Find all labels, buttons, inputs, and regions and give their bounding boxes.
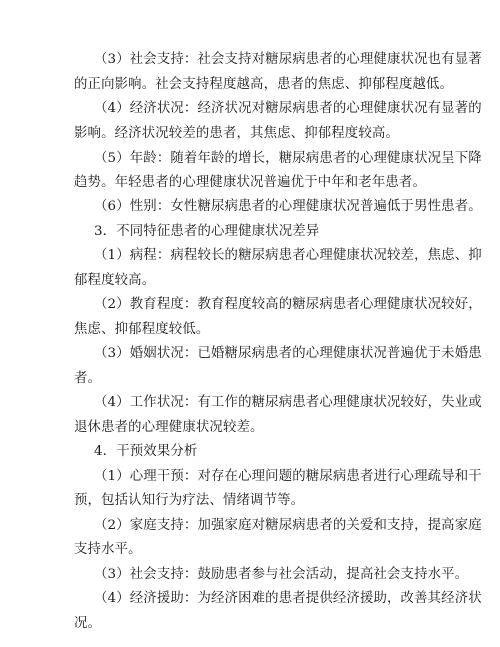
section-heading-3: 3．不同特征患者的心理健康状况差异	[94, 224, 320, 239]
p11-line-1: （3）社会支持：鼓励患者参与社会活动，提高社会支持水平。	[94, 567, 469, 582]
p6-line-1: （2）教育程度：教育程度较高的糖尿病患者心理健康状况较好，	[94, 297, 482, 312]
p5-line-1: （1）病程：病程较长的糖尿病患者心理健康状况较差，焦虑、抑	[94, 248, 482, 263]
p3-line-1: （5）年龄：随着年龄的增长，糖尿病患者的心理健康状况呈下降	[94, 151, 482, 166]
p1-line-1: （3）社会支持：社会支持对糖尿病患者的心理健康状况也有显著	[94, 52, 482, 67]
p7-line-2: 者。	[74, 371, 102, 386]
p5-line-2: 郁程度较高。	[74, 273, 156, 288]
p3-line-2: 趋势。年轻患者的心理健康状况普遍优于中年和老年患者。	[74, 175, 427, 190]
p10-line-1: （2）家庭支持：加强家庭对糖尿病患者的关爱和支持，提高家庭	[94, 518, 482, 533]
p2-line-1: （4）经济状况：经济状况对糖尿病患者的心理健康状况有显著的	[94, 101, 482, 116]
p9-line-1: （1）心理干预：对存在心理问题的糖尿病患者进行心理疏导和干	[94, 469, 482, 484]
p12-line-2: 况。	[74, 616, 102, 631]
p12-line-1: （4）经济援助：为经济困难的患者提供经济援助，改善其经济状	[94, 591, 482, 606]
p4-line-1: （6）性别：女性糖尿病患者的心理健康状况普遍低于男性患者。	[94, 199, 482, 214]
p6-line-2: 焦虑、抑郁程度较低。	[74, 322, 210, 337]
p8-line-2: 退休患者的心理健康状况较差。	[74, 420, 264, 435]
p1-line-2: 的正向影响。社会支持程度越高，患者的焦虑、抑郁程度越低。	[74, 77, 454, 92]
section-heading-4: 4．干预效果分析	[94, 444, 198, 459]
p9-line-2: 预，包括认知行为疗法、情绪调节等。	[74, 493, 305, 508]
p2-line-2: 影响。经济状况较差的患者，其焦虑、抑郁程度较高。	[74, 126, 399, 141]
p7-line-1: （3）婚姻状况：已婚糖尿病患者的心理健康状况普遍优于未婚患	[94, 346, 482, 361]
p10-line-2: 支持水平。	[74, 542, 142, 557]
p8-line-1: （4）工作状况：有工作的糖尿病患者心理健康状况较好，失业或	[94, 395, 482, 410]
